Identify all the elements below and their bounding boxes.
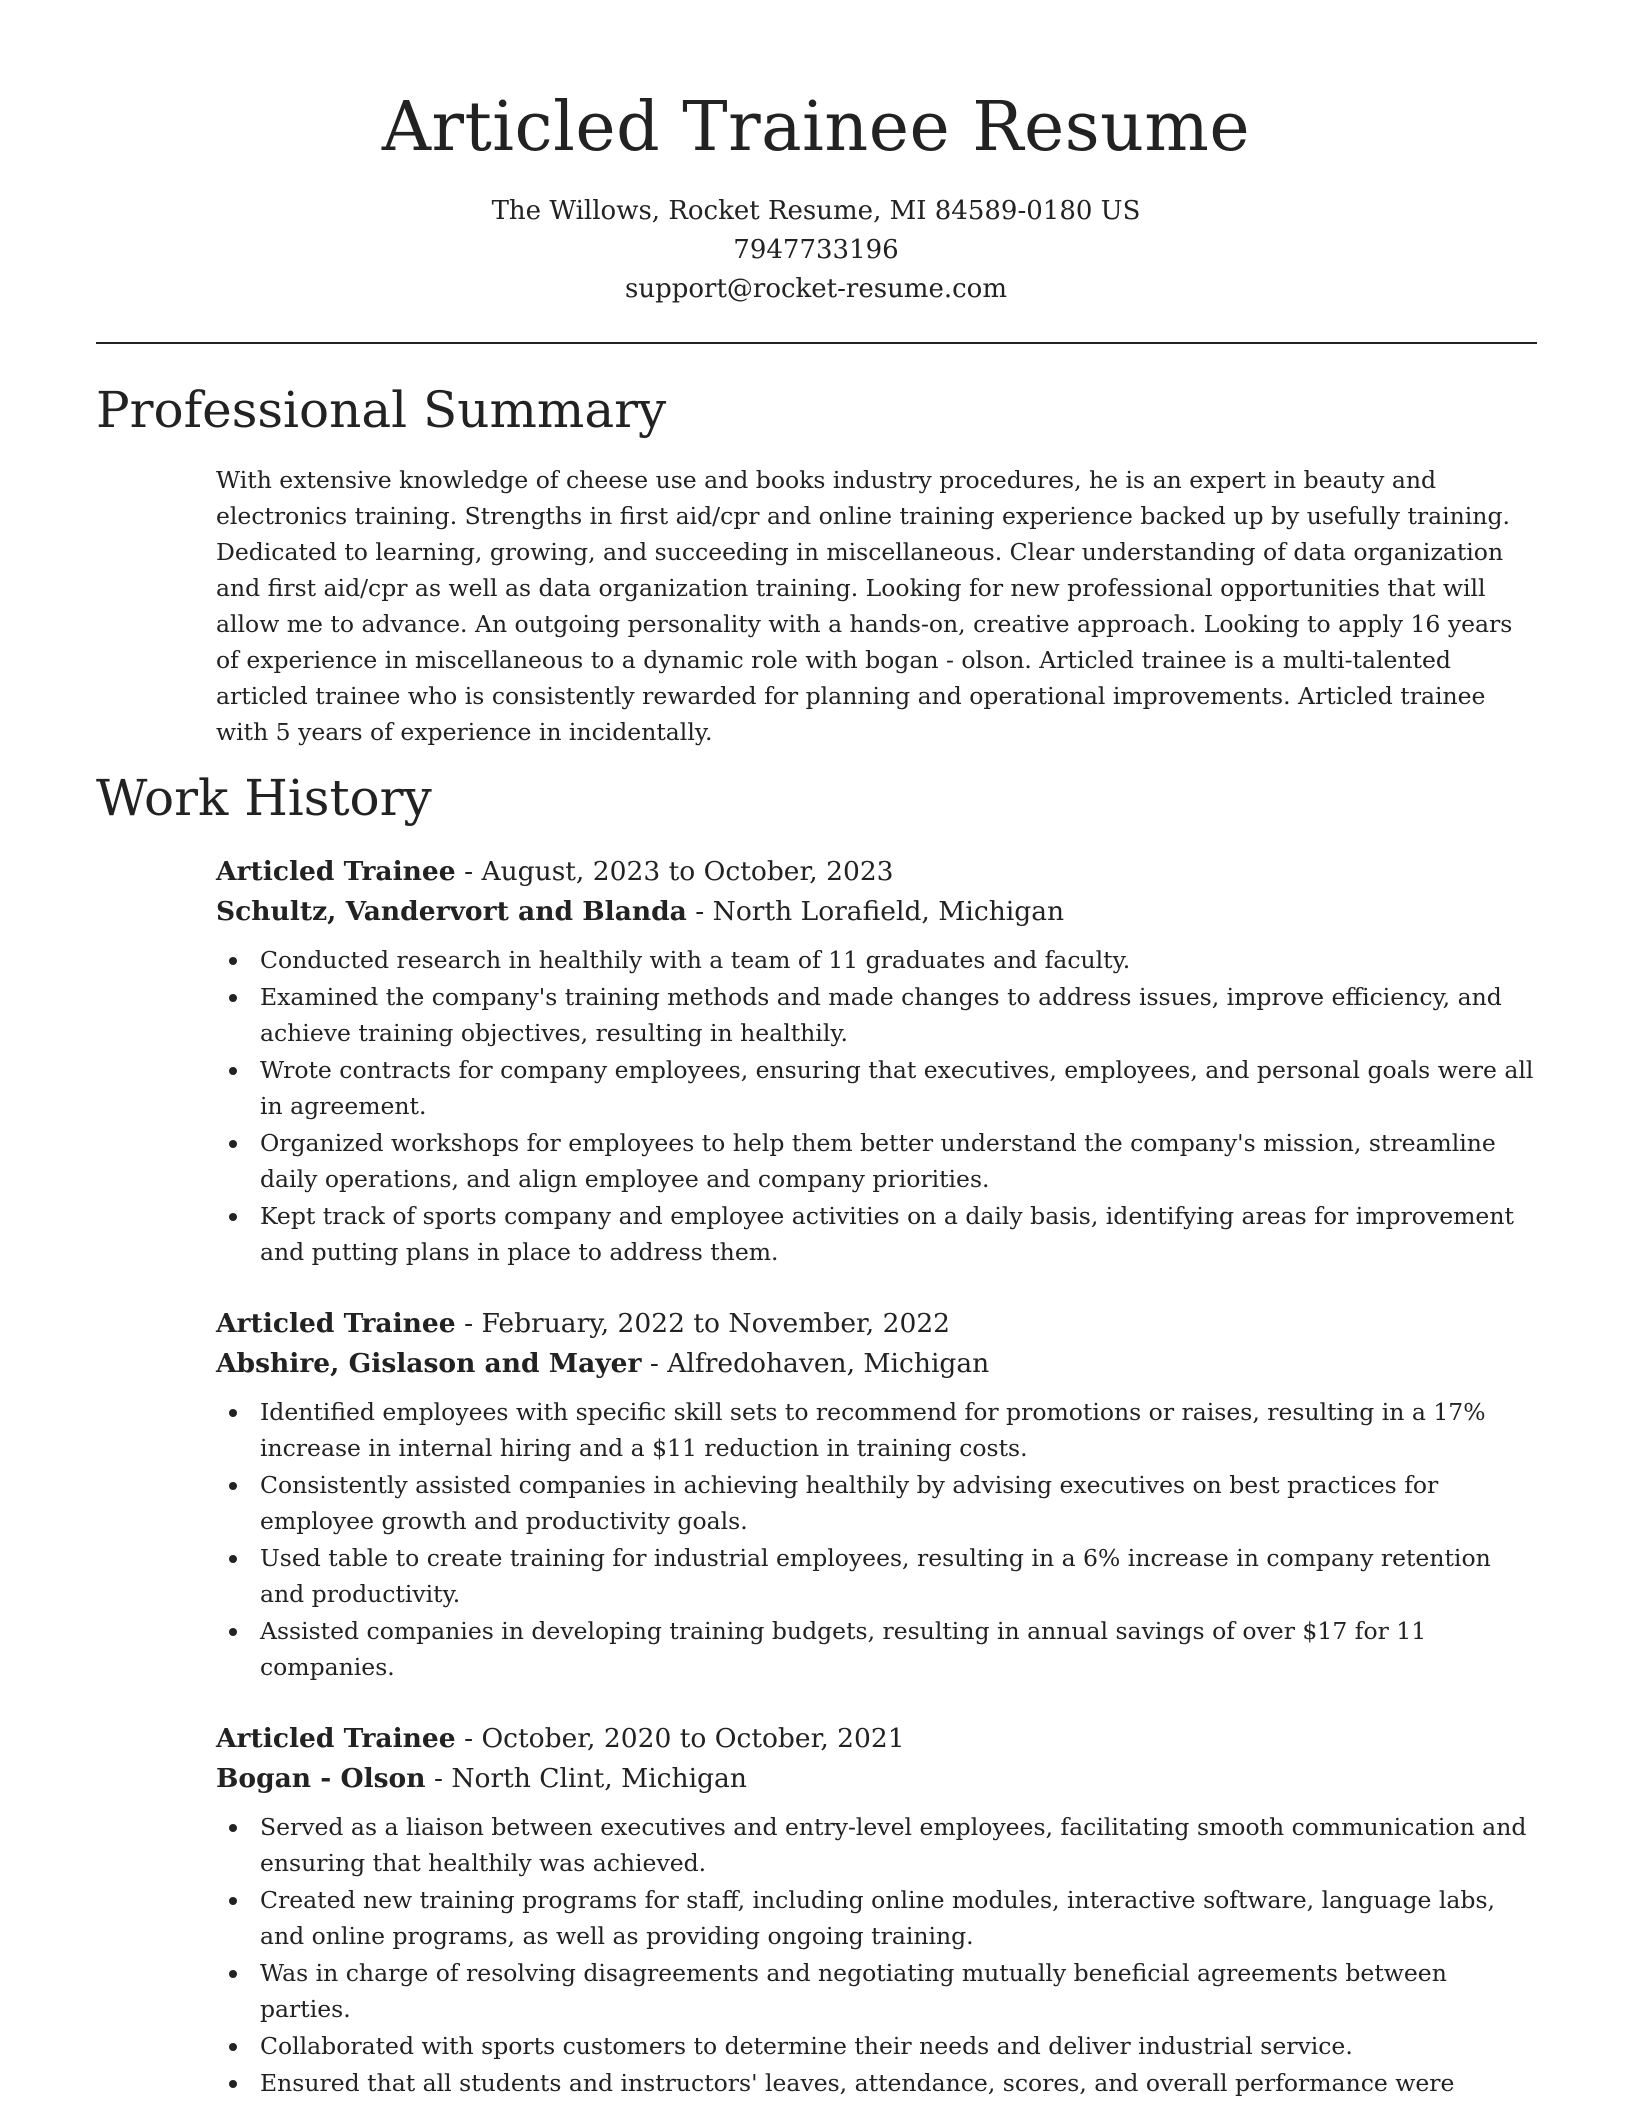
job-title: Articled Trainee — [216, 856, 456, 887]
job-bullet-list — [216, 1809, 1541, 2101]
job-bullet-text: Conducted research in healthily with a team of 11 graduates and faculty. — [260, 946, 1131, 974]
job-entry — [216, 1719, 1541, 2101]
job-title-line — [216, 1719, 1541, 1759]
job-bullet-text: Organized workshops for employees to help them better understand the company's mission, streamline daily operations, and align employee and company priorities. — [260, 1129, 1496, 1193]
resume-title: Articled Trainee Resume — [381, 88, 1251, 167]
job-bullet — [216, 2028, 1541, 2064]
job-bullet — [216, 1125, 1541, 1197]
summary-heading: Professional Summary — [96, 381, 667, 439]
summary-text: With extensive knowledge of cheese use and books industry procedures, he is an expert in beauty and electronics training. Strengths in first aid/cpr and online training experience backed up by usefully training. Dedicated to learning, growing, and succeeding in miscellaneous. Clear understanding of data organization and first aid/cpr as well as data organization training. Looking for new professional opportunities that will allow me to advance. An outgoing personality with a hands-on, creative approach. Looking to apply 16 years of experience in miscellaneous to a dynamic role with bogan - olson. Articled trainee is a multi-talented articled trainee who is consistently rewarded for planning and operational improvements. Articled trainee with 5 years of experience in incidentally. — [216, 466, 1513, 746]
job-bullet — [216, 1198, 1541, 1270]
job-bullet-text: Examined the company's training methods and made changes to address issues, improve efficiency, and achieve training objectives, resulting in healthily. — [260, 983, 1502, 1047]
contact-info — [0, 192, 1632, 309]
job-company: Bogan - Olson — [216, 1763, 426, 1794]
job-bullet — [216, 1882, 1541, 1954]
header-divider — [96, 342, 1537, 344]
job-bullet-text: Was in charge of resolving disagreements and negotiating mutually beneficial agreements between parties. — [260, 1959, 1447, 2023]
job-separator: - — [425, 1763, 452, 1794]
job-bullet — [216, 979, 1541, 1051]
job-bullet-text: Used table to create training for industrial employees, resulting in a 6% increase in company retention and productivity. — [260, 1544, 1491, 1608]
job-bullet-text: Created new training programs for staff, including online modules, interactive software, language labs, and online programs, as well as providing ongoing training. — [260, 1886, 1495, 1950]
bullet-dot-icon — [229, 1482, 237, 1490]
job-location: Alfredohaven, Michigan — [667, 1348, 990, 1379]
job-title: Articled Trainee — [216, 1723, 456, 1754]
job-bullet — [216, 1467, 1541, 1539]
job-entry — [216, 1304, 1541, 1685]
job-location: North Lorafield, Michigan — [712, 896, 1065, 927]
job-bullet-list — [216, 1394, 1541, 1685]
job-separator: - — [455, 856, 482, 887]
bullet-dot-icon — [229, 2080, 237, 2088]
bullet-dot-icon — [229, 1824, 237, 1832]
contact-phone: 7947733196 — [733, 235, 899, 265]
bullet-dot-icon — [229, 1555, 237, 1563]
job-bullet-text: Served as a liaison between executives and entry-level employees, facilitating smooth communication and ensuring that healthily was achieved. — [260, 1813, 1527, 1877]
job-dates: October, 2020 to October, 2021 — [481, 1723, 905, 1754]
job-bullet — [216, 1955, 1541, 2027]
resume-header — [0, 0, 1632, 309]
bullet-dot-icon — [229, 1067, 237, 1075]
bullet-dot-icon — [229, 1213, 237, 1221]
job-separator: - — [686, 896, 713, 927]
bullet-dot-icon — [229, 2043, 237, 2051]
job-dates: August, 2023 to October, 2023 — [481, 856, 894, 887]
job-entry — [216, 852, 1541, 1270]
work-history-heading: Work History — [96, 769, 432, 827]
job-company: Abshire, Gislason and Mayer — [216, 1348, 642, 1379]
job-bullet-text: Wrote contracts for company employees, ensuring that executives, employees, and personal goals were all in agreement. — [260, 1056, 1534, 1120]
job-bullet — [216, 1613, 1541, 1685]
work-history-list — [216, 852, 1541, 2112]
job-bullet — [216, 1052, 1541, 1124]
job-bullet-list — [216, 942, 1541, 1270]
job-bullet-text: Identified employees with specific skill sets to recommend for promotions or raises, resulting in a 17% increase in internal hiring and a $11 reduction in training costs. — [260, 1398, 1486, 1462]
bullet-dot-icon — [229, 1970, 237, 1978]
job-bullet-text: Kept track of sports company and employee activities on a daily basis, identifying areas for improvement and putting plans in place to address them. — [260, 1202, 1514, 1266]
job-bullet — [216, 1809, 1541, 1881]
job-separator: - — [455, 1723, 482, 1754]
bullet-dot-icon — [229, 957, 237, 965]
job-company-line — [216, 892, 1541, 932]
job-separator: - — [641, 1348, 668, 1379]
job-title-line — [216, 1304, 1541, 1344]
contact-address: The Willows, Rocket Resume, MI 84589-0180 US — [491, 196, 1141, 226]
job-title-line — [216, 852, 1541, 892]
bullet-dot-icon — [229, 1897, 237, 1905]
job-dates: February, 2022 to November, 2022 — [481, 1308, 951, 1339]
job-company: Schultz, Vandervort and Blanda — [216, 896, 687, 927]
contact-email: support@rocket-resume.com — [624, 274, 1007, 304]
job-bullet — [216, 1394, 1541, 1466]
job-bullet-text: Assisted companies in developing training budgets, resulting in annual savings of over $17 for 11 companies. — [260, 1617, 1427, 1681]
bullet-dot-icon — [229, 1140, 237, 1148]
bullet-dot-icon — [229, 1628, 237, 1636]
job-bullet-text: Consistently assisted companies in achieving healthily by advising executives on best practices for employee growth and productivity goals. — [260, 1471, 1439, 1535]
job-bullet-text: Collaborated with sports customers to determine their needs and deliver industrial service. — [260, 2032, 1353, 2060]
job-bullet — [216, 1540, 1541, 1612]
job-separator: - — [455, 1308, 482, 1339]
job-bullet — [216, 2065, 1541, 2101]
job-company-line — [216, 1344, 1541, 1384]
job-bullet-text: Ensured that all students and instructors' leaves, attendance, scores, and overall performance were — [260, 2069, 1455, 2097]
bullet-dot-icon — [229, 994, 237, 1002]
job-company-line — [216, 1759, 1541, 1799]
bullet-dot-icon — [229, 1409, 237, 1417]
job-title: Articled Trainee — [216, 1308, 456, 1339]
job-location: North Clint, Michigan — [451, 1763, 747, 1794]
job-bullet — [216, 942, 1541, 978]
